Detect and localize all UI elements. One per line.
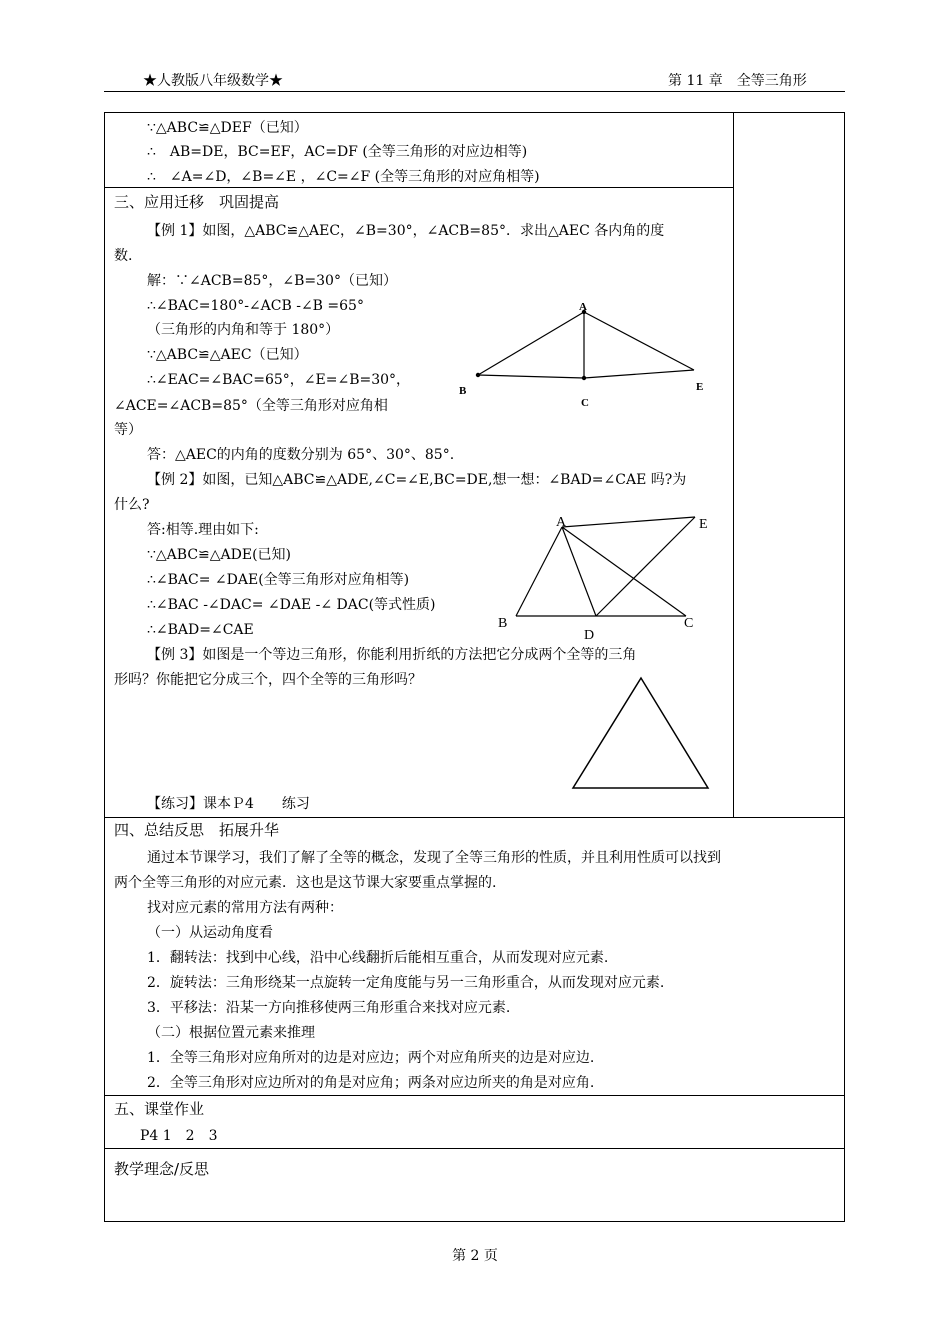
section-title: 四、总结反思 拓展升华 xyxy=(114,821,280,839)
example2-figure xyxy=(490,508,720,643)
summary-line: 2．全等三角形对应边所对的角是对应角；两条对应边所夹的角是对应角. xyxy=(147,1075,595,1091)
section-title: 教学理念/反思 xyxy=(114,1160,210,1178)
example3-question: 形吗？你能把它分成三个，四个全等的三角形吗？ xyxy=(114,672,422,688)
example2-answer: ∴∠BAC= ∠DAE(全等三角形对应角相等) xyxy=(147,572,410,588)
section-title: 五、课堂作业 xyxy=(114,1100,205,1118)
example1-solution: （三角形的内角和等于 180°） xyxy=(147,322,340,338)
equilateral-triangle-figure xyxy=(565,672,715,796)
header-rule xyxy=(104,91,845,92)
row-divider xyxy=(104,1095,845,1096)
example2-answer: ∴∠BAC -∠DAC= ∠DAE -∠ DAC(等式性质) xyxy=(147,597,436,613)
page-number: 第 2 页 xyxy=(452,1248,498,1264)
example1-solution: 解：∵∠ACB=85°，∠B=30°（已知） xyxy=(147,273,397,289)
example1-answer: 答：△AEC的内角的度数分别为 65°、30°、85°. xyxy=(147,447,455,463)
example1-question: 【例 1】如图，△ABC≌△AEC，∠B=30°，∠ACB=85°．求出△AEC 各内角的度 xyxy=(147,223,665,239)
summary-line: 2．旋转法：三角形绕某一点旋转一定角度能与另一三角形重合，从而发现对应元素. xyxy=(147,975,665,991)
row-divider xyxy=(104,187,733,188)
summary-line: 找对应元素的常用方法有两种： xyxy=(147,900,343,916)
example1-solution: ∴∠EAC=∠BAC=65°，∠E=∠B=30°， xyxy=(147,372,411,388)
point-label-E: E xyxy=(699,517,708,532)
section-title: 三、应用迁移 巩固提高 xyxy=(114,193,280,211)
sec2-line: ∴ AB=DE，BC=EF，AC=DF (全等三角形的对应边相等) xyxy=(147,144,528,160)
example1-solution: 等） xyxy=(114,422,142,438)
point-label-A: A xyxy=(579,301,587,313)
summary-subheading: （二）根据位置元素来推理 xyxy=(147,1025,315,1041)
point-label-C: C xyxy=(581,397,589,409)
sec2-line: ∴ ∠A=∠D，∠B=∠E ，∠C=∠F (全等三角形的对应角相等) xyxy=(147,169,540,185)
point-label-B: B xyxy=(498,616,508,631)
summary-paragraph: 两个全等三角形的对应元素．这也是这节课大家要重点掌握的. xyxy=(114,875,497,891)
example1-figure xyxy=(450,298,720,413)
point-label-D: D xyxy=(584,628,595,643)
practice-line: 【练习】课本Ｐ4 练习 xyxy=(147,796,310,812)
summary-line: 1．翻转法：找到中心线，沿中心线翻折后能相互重合，从而发现对应元素. xyxy=(147,950,609,966)
example1-solution: ∴∠BAC=180°-∠ACB -∠B =65° xyxy=(147,298,364,314)
header-left: ★人教版八年级数学★ xyxy=(143,73,283,89)
example1-solution: ∵△ABC≌△AEC（已知） xyxy=(147,347,308,363)
point-label-A: A xyxy=(556,515,567,530)
side-column-divider xyxy=(733,112,734,817)
point-label-E: E xyxy=(696,381,704,393)
row-divider xyxy=(104,817,845,818)
example1-solution: ∠ACE=∠ACB=85°（全等三角形对应角相 xyxy=(114,398,388,414)
summary-paragraph: 通过本节课学习，我们了解了全等的概念，发现了全等三角形的性质，并且利用性质可以找到 xyxy=(147,850,721,866)
row-divider xyxy=(104,1148,845,1149)
sec2-line: ∵△ABC≌△DEF（已知） xyxy=(147,120,308,136)
example2-answer: 答:相等.理由如下: xyxy=(147,522,259,538)
summary-line: 1．全等三角形对应角所对的边是对应边；两个对应角所夹的边是对应边. xyxy=(147,1050,595,1066)
point-label-B: B xyxy=(459,385,467,397)
homework-content: P4 1 2 3 xyxy=(140,1128,218,1144)
summary-line: 3．平移法：沿某一方向推移使两三角形重合来找对应元素. xyxy=(147,1000,511,1016)
example1-question: 数. xyxy=(114,248,133,264)
point-label-C: C xyxy=(684,616,694,631)
example2-question: 什么? xyxy=(114,497,150,513)
summary-subheading: （一）从运动角度看 xyxy=(147,925,273,941)
header-right: 第 11 章 全等三角形 xyxy=(668,73,807,89)
example2-answer: ∴∠BAD=∠CAE xyxy=(147,622,254,638)
example2-answer: ∵△ABC≌△ADE(已知) xyxy=(147,547,292,563)
example3-question: 【例 3】如图是一个等边三角形，你能利用折纸的方法把它分成两个全等的三角 xyxy=(147,647,637,663)
example2-question: 【例 2】如图，已知△ABC≌△ADE,∠C=∠E,BC=DE,想一想：∠BAD=∠CAE 吗?为 xyxy=(147,472,687,488)
